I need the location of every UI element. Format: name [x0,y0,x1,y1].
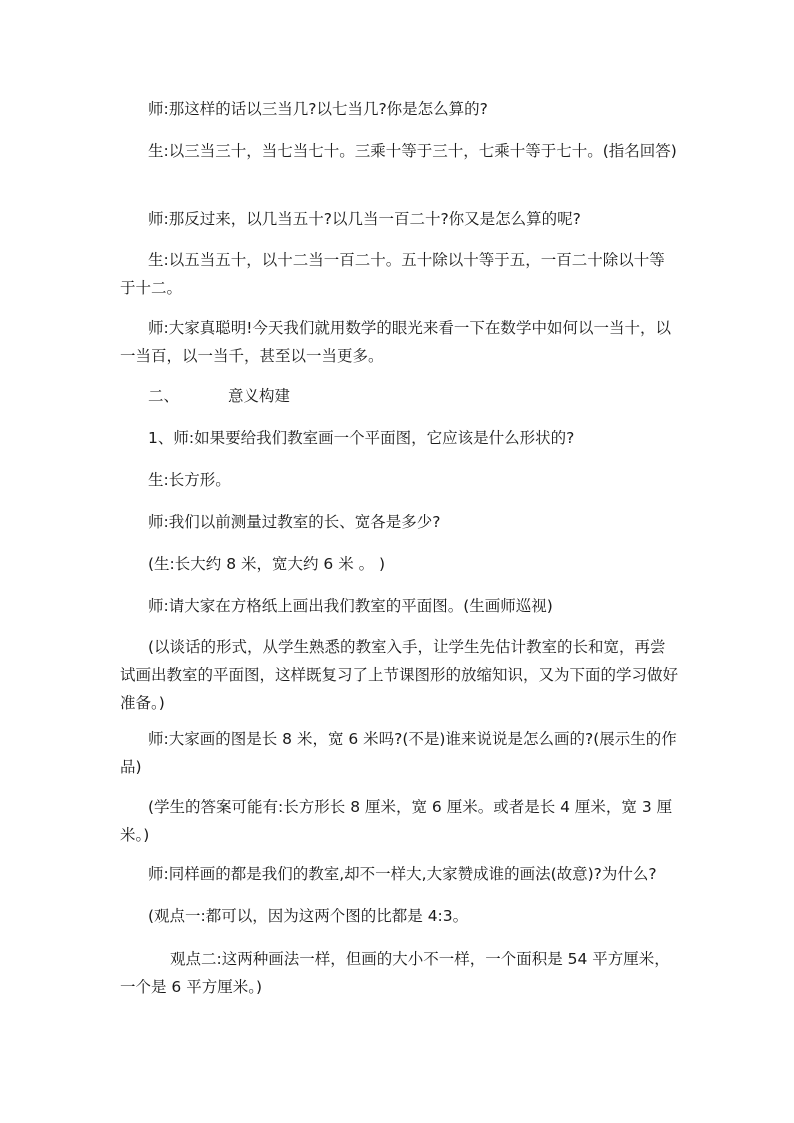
paragraph-5: 师:大家真聪明!今天我们就用数学的眼光来看一下在数学中如何以一当十，以一当百，以一当千，甚至以一当更多。 [120,319,671,365]
paragraph-7: 生:长方形。 [148,471,231,489]
paragraph-12: 师:大家画的图是长 8 米，宽 6 米吗?(不是)谁来说说是怎么画的?(展示生的作品) [120,730,677,776]
paragraph-1: 师:那这样的话以三当几?以七当几?你是怎么算的? [148,100,488,118]
section-title: 意义构建 [228,387,291,405]
paragraph-16: 观点二:这两种画法一样，但画的大小不一样，一个面积是 54 平方厘米，一个是 6 平方厘米。) [120,950,670,996]
paragraph-2: 生:以三当三十，当七当七十。三乘十等于三十，七乘十等于七十。(指名回答) [148,142,677,160]
paragraph-10: 师:请大家在方格纸上画出我们教室的平面图。(生画师巡视) [148,597,553,615]
paragraph-11: (以谈话的形式，从学生熟悉的教室入手，让学生先估计教室的长和宽，再尝试画出教室的平面图，这样既复习了上节课图形的放缩知识，又为下面的学习做好准备。) [120,638,679,712]
paragraph-9: (生:长大约 8 米，宽大约 6 米 。 ) [148,555,386,573]
paragraph-4: 生:以五当五十，以十二当一百二十。五十除以十等于五，一百二十除以十等于十二。 [120,251,665,297]
paragraph-14: 师:同样画的都是我们的教室,却不一样大,大家赞成谁的画法(故意)?为什么? [148,865,657,883]
paragraph-3: 师:那反过来，以几当五十?以几当一百二十?你又是怎么算的呢? [148,210,581,228]
paragraph-8: 师:我们以前测量过教室的长、宽各是多少? [148,513,441,531]
section-number: 二、 [148,387,180,405]
section-heading [148,382,290,410]
paragraph-6: 1、师:如果要给我们教室画一个平面图，它应该是什么形状的? [148,429,575,447]
paragraph-15: (观点一:都可以，因为这两个图的比都是 4:3。 [148,907,469,925]
paragraph-13: (学生的答案可能有:长方形长 8 厘米，宽 6 厘米。或者是长 4 厘米，宽 3 厘米。) [120,798,673,844]
